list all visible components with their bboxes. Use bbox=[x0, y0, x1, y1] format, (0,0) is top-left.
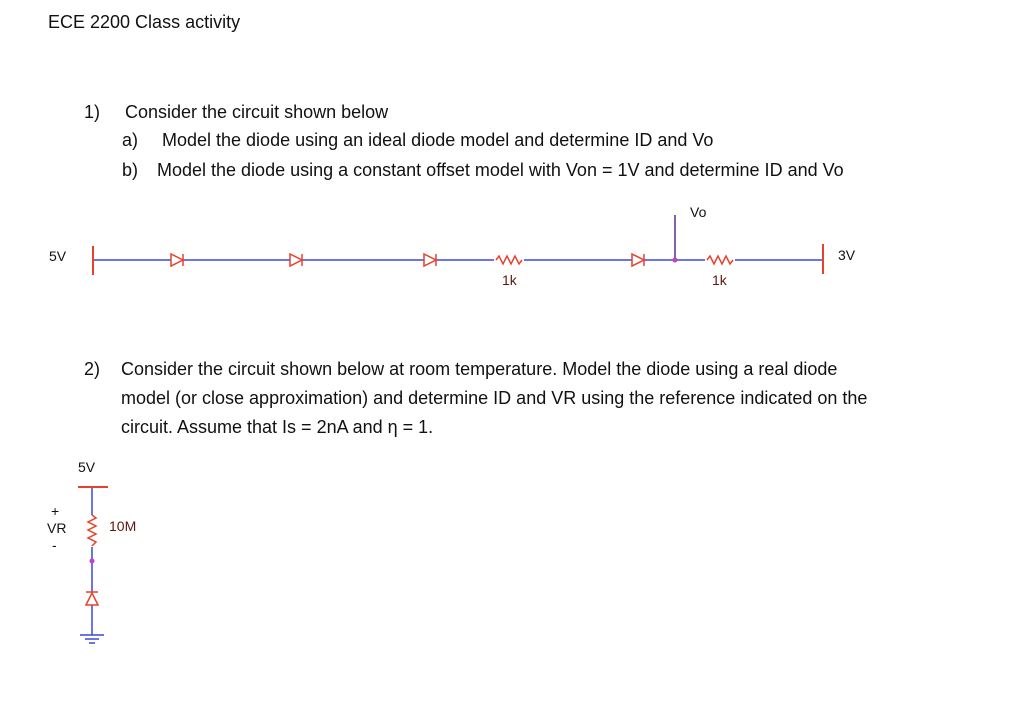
q2-line-2: model (or close approximation) and determine ID and VR using the reference indicated on the bbox=[121, 388, 868, 408]
q1a-text: Model the diode using an ideal diode model and determine ID and Vo bbox=[162, 130, 714, 150]
q2-number: 2) bbox=[84, 359, 101, 379]
source-left-label: 5V bbox=[49, 248, 67, 264]
q1-number: 1) bbox=[84, 102, 101, 122]
vr-plus: + bbox=[51, 503, 60, 519]
r1-label: 1k bbox=[502, 272, 517, 288]
vr-label: VR bbox=[47, 520, 67, 536]
circuit-2 bbox=[78, 487, 108, 643]
q2-line-1: Consider the circuit shown below at room temperature. Model the diode using a real diode bbox=[121, 359, 838, 379]
source-right-label: 3V bbox=[838, 247, 856, 263]
ground-symbol bbox=[80, 635, 104, 643]
resistor-label: 10M bbox=[109, 518, 137, 534]
vo-label: Vo bbox=[690, 204, 707, 220]
page-title: ECE 2200 Class activity bbox=[48, 12, 241, 32]
source-label: 5V bbox=[78, 459, 96, 475]
vr-minus: - bbox=[52, 537, 57, 553]
q1a-label: a) bbox=[122, 130, 139, 150]
circuit-1 bbox=[93, 215, 823, 275]
q2-line-3: circuit. Assume that Is = 2nA and η = 1. bbox=[121, 417, 434, 437]
q1b-label: b) bbox=[122, 160, 139, 180]
r2-label: 1k bbox=[712, 272, 727, 288]
node-dot bbox=[673, 258, 678, 263]
node-dot bbox=[90, 559, 95, 564]
q1b-text: Model the diode using a constant offset model with Von = 1V and determine ID and Vo bbox=[157, 160, 844, 180]
q1-text: Consider the circuit shown below bbox=[125, 102, 389, 122]
diode-symbol bbox=[86, 592, 98, 605]
